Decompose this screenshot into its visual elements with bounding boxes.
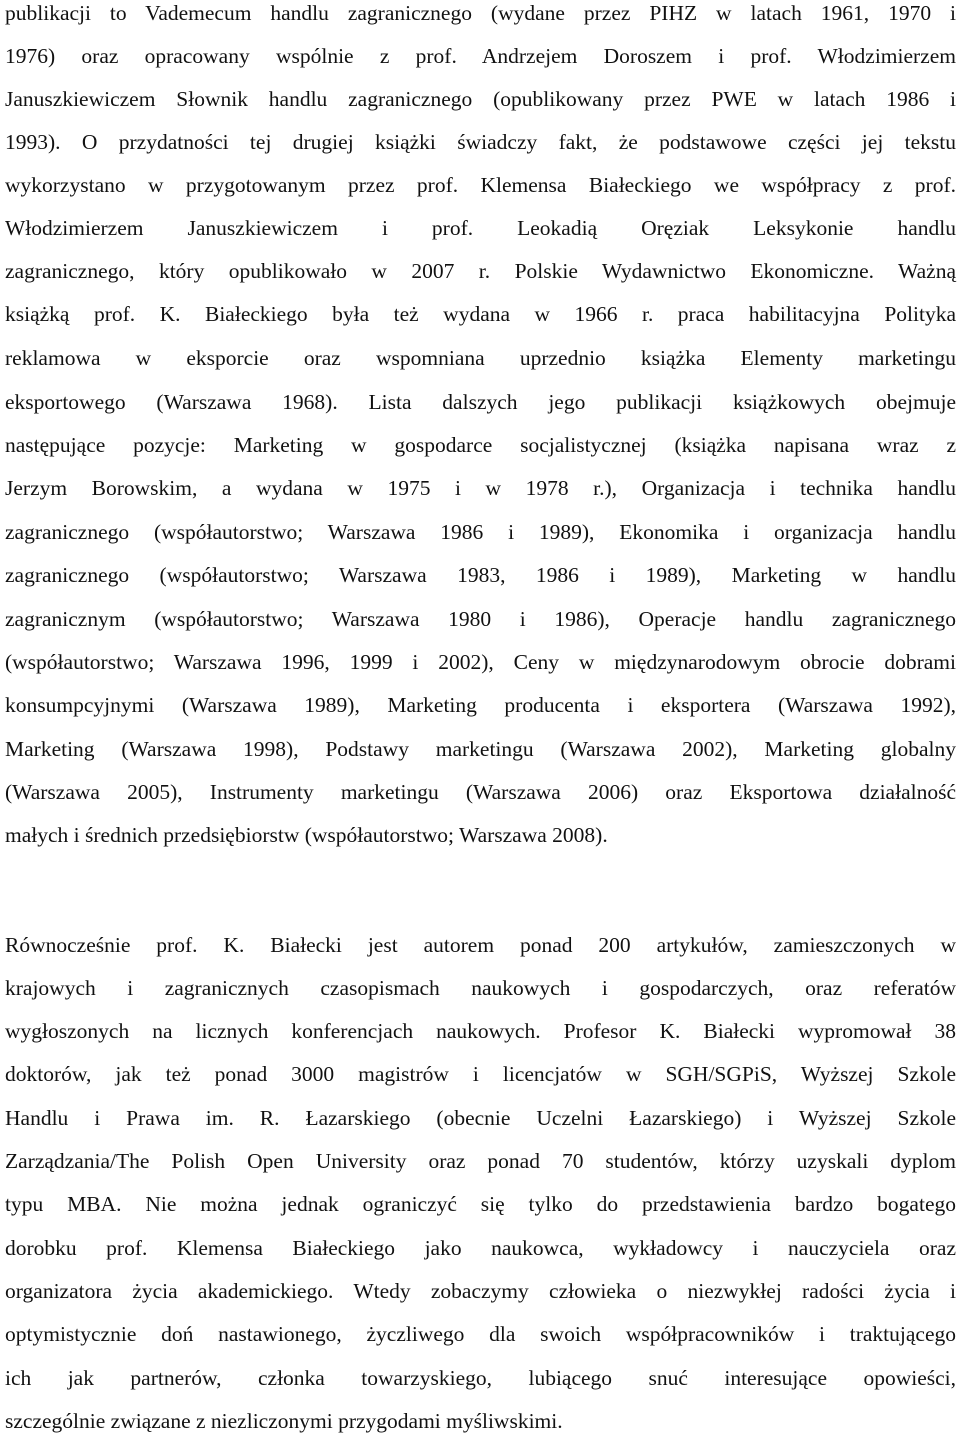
paragraph-2-line-6: Zarządzania/The Polish Open University oraz ponad 70 studentów, którzy uzyskali dyplom [5, 1149, 956, 1173]
paragraph-1-line-5: wykorzystano w przygotowanym przez prof. Klemensa Białeckiego we współpracy z prof. [5, 173, 956, 197]
paragraph-2-line-7: typu MBA. Nie można jednak ograniczyć się tylko do przedstawienia bardzo bogatego [5, 1192, 956, 1216]
paragraph-1-line-14: zagranicznego (współautorstwo; Warszawa 1983, 1986 i 1989), Marketing w handlu [5, 563, 956, 587]
paragraph-1-line-19: (Warszawa 2005), Instrumenty marketingu (Warszawa 2006) oraz Eksportowa działalność [5, 780, 956, 804]
paragraph-1-line-17: konsumpcyjnymi (Warszawa 1989), Marketing producenta i eksportera (Warszawa 1992), [5, 693, 956, 717]
paragraph-2-line-5: Handlu i Prawa im. R. Łazarskiego (obecnie Uczelni Łazarskiego) i Wyższej Szkole [5, 1106, 956, 1130]
paragraph-1-line-6: Włodzimierzem Januszkiewiczem i prof. Leokadią Oręziak Leksykonie handlu [5, 216, 956, 240]
paragraph-1-line-20: małych i średnich przedsiębiorstw (współautorstwo; Warszawa 2008). [5, 823, 608, 847]
paragraph-1-line-13: zagranicznego (współautorstwo; Warszawa 1986 i 1989), Ekonomika i organizacja handlu [5, 520, 956, 544]
paragraph-1-line-12: Jerzym Borowskim, a wydana w 1975 i w 1978 r.), Organizacja i technika handlu [5, 476, 956, 500]
paragraph-1-line-11: następujące pozycje: Marketing w gospodarce socjalistycznej (książka napisana wraz z [5, 433, 956, 457]
paragraph-2-line-10: optymistycznie doń nastawionego, życzliwego dla swoich współpracowników i traktującego [5, 1322, 956, 1346]
paragraph-1-line-18: Marketing (Warszawa 1998), Podstawy marketingu (Warszawa 2002), Marketing globalny [5, 737, 956, 761]
paragraph-2-line-9: organizatora życia akademickiego. Wtedy zobaczymy człowieka o niezwykłej radości życia i [5, 1279, 956, 1303]
paragraph-1-line-7: zagranicznego, który opublikowało w 2007 r. Polskie Wydawnictwo Ekonomiczne. Ważną [5, 259, 956, 283]
paragraph-1-line-4: 1993). O przydatności tej drugiej książki świadczy fakt, że podstawowe części jej tekstu [5, 130, 956, 154]
paragraph-1-line-9: reklamowa w eksporcie oraz wspomniana uprzednio książka Elementy marketingu [5, 346, 956, 370]
paragraph-2-line-2: krajowych i zagranicznych czasopismach naukowych i gospodarczych, oraz referatów [5, 976, 956, 1000]
paragraph-1-line-2: 1976) oraz opracowany wspólnie z prof. Andrzejem Doroszem i prof. Włodzimierzem [5, 44, 956, 68]
paragraph-1-line-16: (współautorstwo; Warszawa 1996, 1999 i 2002), Ceny w międzynarodowym obrocie dobrami [5, 650, 956, 674]
paragraph-1-line-8: książką prof. K. Białeckiego była też wydana w 1966 r. praca habilitacyjna Polityka [5, 302, 956, 326]
paragraph-2-line-8: dorobku prof. Klemensa Białeckiego jako naukowca, wykładowcy i nauczyciela oraz [5, 1236, 956, 1260]
paragraph-2-line-4: doktorów, jak też ponad 3000 magistrów i licencjatów w SGH/SGPiS, Wyższej Szkole [5, 1062, 956, 1086]
paragraph-2-line-11: ich jak partnerów, członka towarzyskiego, lubiącego snuć interesujące opowieści, [5, 1366, 956, 1390]
paragraph-1-line-15: zagranicznym (współautorstwo; Warszawa 1980 i 1986), Operacje handlu zagranicznego [5, 607, 956, 631]
paragraph-2-line-3: wygłoszonych na licznych konferencjach naukowych. Profesor K. Białecki wypromował 38 [5, 1019, 956, 1043]
paragraph-2-line-12: szczególnie związane z niezliczonymi przygodami myśliwskimi. [5, 1409, 563, 1433]
paragraph-1-line-10: eksportowego (Warszawa 1968). Lista dalszych jego publikacji książkowych obejmuje [5, 390, 956, 414]
paragraph-2-line-1: Równocześnie prof. K. Białecki jest autorem ponad 200 artykułów, zamieszczonych w [5, 933, 956, 957]
paragraph-1-line-3: Januszkiewiczem Słownik handlu zagranicznego (opublikowany przez PWE w latach 1986 i [5, 87, 956, 111]
paragraph-1-line-1: publikacji to Vademecum handlu zagranicznego (wydane przez PIHZ w latach 1961, 1970 i [5, 1, 956, 25]
